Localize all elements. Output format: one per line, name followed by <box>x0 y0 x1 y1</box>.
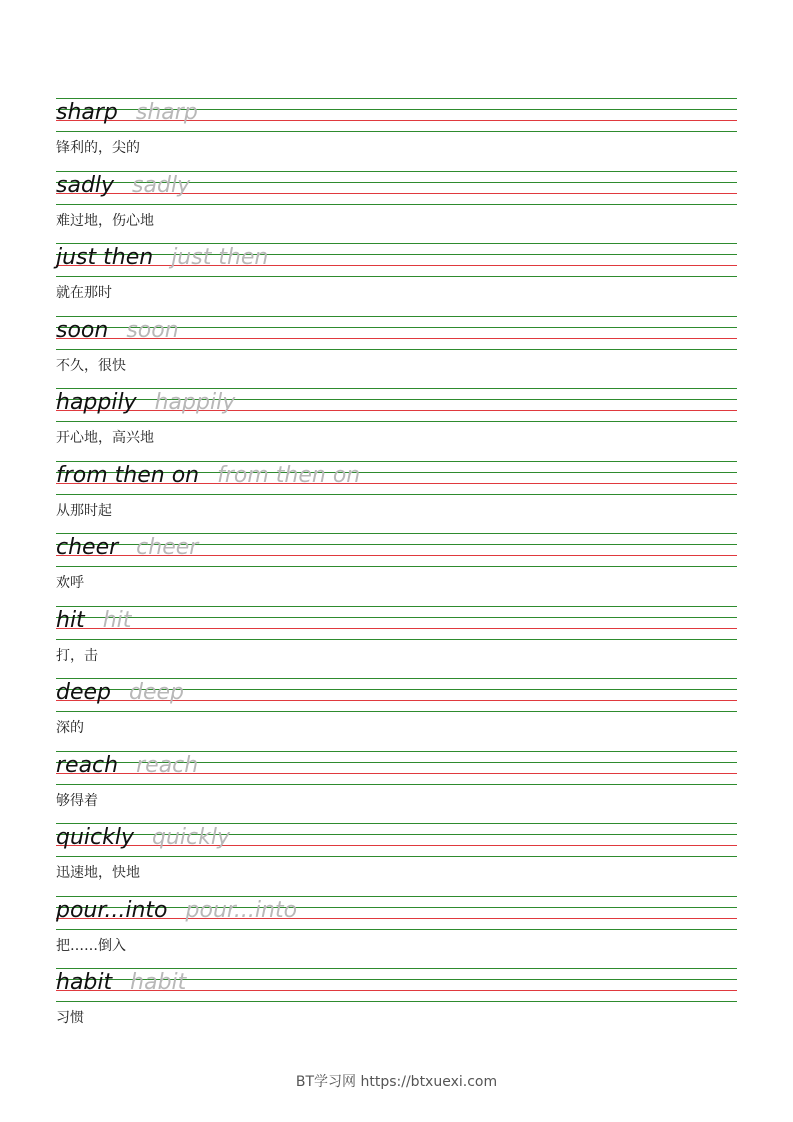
vocab-entry <box>56 388 737 460</box>
vocab-entry <box>56 533 737 605</box>
english-word: sharp <box>56 100 118 125</box>
english-word: deep <box>56 680 111 705</box>
tracing-word: habit <box>130 970 187 995</box>
vocab-entry <box>56 171 737 243</box>
chinese-meaning: 从那时起 <box>56 502 112 519</box>
word-line <box>56 678 184 714</box>
english-word: from then on <box>56 462 200 488</box>
chinese-meaning: 欢呼 <box>56 575 84 591</box>
vocab-entry <box>56 751 737 823</box>
english-word: hit <box>56 607 85 633</box>
word-line <box>56 823 230 859</box>
tracing-word: reach <box>136 752 199 778</box>
english-word: quickly <box>56 825 134 850</box>
english-word: soon <box>56 317 109 343</box>
vocab-entry <box>56 98 737 170</box>
tracing-word: deep <box>129 680 184 705</box>
writing-guide-line <box>56 639 737 640</box>
tracing-word: sadly <box>132 172 191 198</box>
english-word: sadly <box>56 172 115 198</box>
tracing-word: quickly <box>152 825 230 850</box>
word-line <box>56 243 268 279</box>
vocab-entry <box>56 316 737 388</box>
tracing-word: from then on <box>217 462 361 488</box>
tracing-word: pour...into <box>185 897 298 923</box>
writing-baseline <box>56 628 737 629</box>
word-line <box>56 316 179 352</box>
vocab-entry <box>56 823 737 895</box>
tracing-word: hit <box>102 607 132 633</box>
word-line <box>56 968 186 1004</box>
vocab-entry <box>56 243 737 315</box>
chinese-meaning: 不久，很快 <box>56 357 126 374</box>
english-word: pour...into <box>56 897 168 923</box>
chinese-meaning: 习惯 <box>56 1010 84 1026</box>
vocab-entry <box>56 606 737 678</box>
chinese-meaning: 就在那时 <box>56 285 112 301</box>
english-word: reach <box>56 752 119 778</box>
tracing-word: cheer <box>136 535 199 560</box>
tracing-word: soon <box>126 317 179 343</box>
word-line <box>56 533 198 569</box>
footer-url: BT学习网 https://btxuexi.com <box>295 1074 498 1090</box>
tracing-word: sharp <box>135 100 198 125</box>
chinese-meaning: 难过地，伤心地 <box>56 212 154 229</box>
english-word: just then <box>56 245 154 270</box>
writing-guide-line <box>56 617 737 618</box>
word-line <box>56 896 297 932</box>
word-line <box>56 606 131 642</box>
word-line <box>56 98 198 134</box>
vocab-entry <box>56 968 737 1040</box>
english-word: habit <box>56 970 113 995</box>
chinese-meaning: 打，击 <box>56 647 98 664</box>
word-line <box>56 461 360 497</box>
chinese-meaning: 开心地，高兴地 <box>56 430 154 446</box>
chinese-meaning: 够得着 <box>56 792 98 809</box>
vocab-entry <box>56 896 737 968</box>
word-line <box>56 388 235 424</box>
word-line <box>56 751 198 787</box>
tracing-word: just then <box>171 245 269 270</box>
english-word: cheer <box>56 535 119 560</box>
chinese-meaning: 锋利的，尖的 <box>56 140 140 156</box>
english-word: happily <box>56 390 137 415</box>
vocab-entry <box>56 678 737 750</box>
chinese-meaning: 深的 <box>56 720 84 736</box>
vocab-entry <box>56 461 737 533</box>
chinese-meaning: 迅速地，快地 <box>56 865 140 881</box>
chinese-meaning: 把……倒入 <box>56 937 126 954</box>
writing-guide-line <box>56 606 737 607</box>
word-line <box>56 171 190 207</box>
tracing-word: happily <box>154 390 236 415</box>
